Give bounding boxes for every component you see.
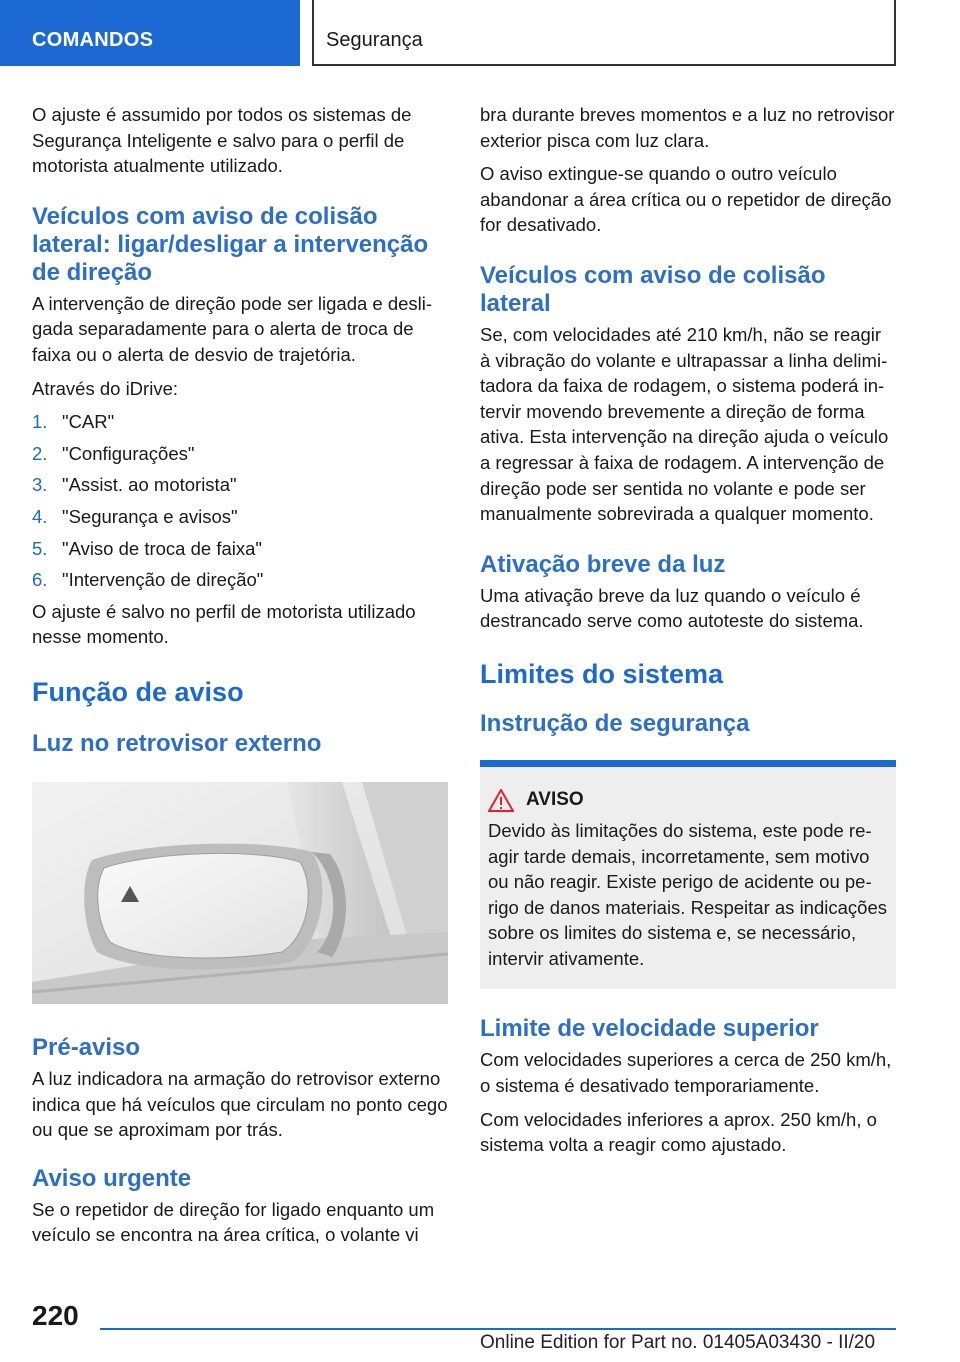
brief-activation-paragraph: Uma ativação breve da luz quando o veículo é destrancado serve como autoteste do sistema. xyxy=(480,584,864,632)
page-number: 220 xyxy=(32,1300,79,1331)
warning-box xyxy=(480,760,896,990)
warning-label: AVISO xyxy=(526,789,584,811)
heading-lateral-toggle: Veículos com aviso de colisão lateral: ligar/desligar a intervenção de direção xyxy=(32,202,429,286)
warning-off-paragraph: O aviso extingue-se quando o outro veículo abandonar a área crítica ou o repetidor de direção for desativado. xyxy=(480,163,892,236)
idrive-steps xyxy=(32,409,448,593)
urgent-paragraph: Se o repetidor de direção for ligado enquanto um veículo se encontra na área crítica, o volante vi xyxy=(32,1198,435,1246)
step-number: 3. xyxy=(32,474,48,496)
list-item xyxy=(32,567,448,593)
speed-paragraph-2: Com velocidades inferiores a aprox. 250 km/h, o sistema volta a reagir como ajustado. xyxy=(480,1108,877,1156)
list-item xyxy=(32,441,448,467)
step-text: "Assist. ao motorista" xyxy=(62,474,237,496)
warning-header xyxy=(488,789,888,812)
heading-speed-limit: Limite de velocidade superior xyxy=(480,1015,819,1043)
heading-system-limits: Limites do sistema xyxy=(480,658,724,689)
step-text: "Segurança e avisos" xyxy=(62,505,238,527)
continued-paragraph: bra durante breves momentos e a luz no retrovisor exterior pisca com luz clara. xyxy=(480,104,895,151)
lateral-toggle-paragraph: A intervenção de direção pode ser ligada e desligada separadamente para o alerta de troca de faixa ou o alerta de desvio de trajetória. xyxy=(32,292,433,365)
saved-paragraph: O ajuste é salvo no perfil de motorista utilizado nesse momento. xyxy=(32,600,416,648)
lateral-paragraph: Se, com velocidades até 210 km/h, não se reagir à vibração do volante e ultrapassar a linha delimitadora da faixa de rodagem, o sistema poderá intervir movendo brevemente a direção de forma ativa. Esta intervenção na direção ajuda o veículo a regressar à faixa de rodagem. A intervenção de direção pode ser sentida no volante e pode ser manualmente sobrevirada a qualquer momento. xyxy=(480,323,889,525)
idrive-paragraph: Através do iDrive: xyxy=(32,377,178,399)
step-text: "Aviso de troca de faixa" xyxy=(62,537,262,559)
heading-prewarn: Pré-aviso xyxy=(32,1033,141,1061)
heading-safety-instruction: Instrução de segurança xyxy=(480,709,750,737)
section-tab: COMANDOS xyxy=(0,0,300,66)
list-item xyxy=(32,536,448,562)
heading-brief-activation: Ativação breve da luz xyxy=(480,550,726,578)
step-text: "Configurações" xyxy=(62,442,195,464)
list-item xyxy=(32,504,448,530)
intro-paragraph: O ajuste é assumido por todos os sistemas de Segurança Inteligente e salvo para o perfil de motorista atualmente utilizado. xyxy=(32,104,412,177)
heading-urgent: Aviso urgente xyxy=(32,1164,192,1192)
step-number: 6. xyxy=(32,569,48,591)
footer-divider xyxy=(100,1328,896,1330)
list-item xyxy=(32,472,448,498)
heading-lateral: Veículos com aviso de colisão lateral xyxy=(480,261,826,317)
left-column xyxy=(32,102,448,1256)
step-text: "CAR" xyxy=(62,411,115,433)
right-column xyxy=(480,102,896,1166)
step-number: 5. xyxy=(32,537,48,559)
list-item xyxy=(32,409,448,435)
step-number: 4. xyxy=(32,505,48,527)
side-mirror-illustration xyxy=(32,782,448,1004)
step-number: 1. xyxy=(32,411,48,433)
step-text: "Intervenção de direção" xyxy=(62,569,264,591)
chapter-title: Segurança xyxy=(312,0,896,66)
speed-paragraph-1: Com velocidades superiores a cerca de 250 km/h, o sistema é desativado temporariamente. xyxy=(480,1049,892,1097)
heading-warning-function: Função de aviso xyxy=(32,676,244,707)
prewarn-paragraph: A luz indicadora na armação do retrovisor externo indica que há veículos que circulam no ponto cego ou que se aproximam por trás. xyxy=(32,1067,448,1141)
heading-mirror-light: Luz no retrovisor externo xyxy=(32,729,322,757)
step-number: 2. xyxy=(32,442,48,464)
warning-triangle-icon xyxy=(488,789,514,812)
warning-text: Devido às limitações do sistema, este pode reagir tarde demais, incorretamente, sem motivo ou não reagir. Existe perigo de acidente ou perigo de danos materiais. Respeitar as indicações sobre os limites do sistema e, se necessário, intervir ativamente. xyxy=(488,819,887,969)
edition-note: Online Edition for Part no. 01405A03430 - II/20 xyxy=(480,1332,876,1353)
